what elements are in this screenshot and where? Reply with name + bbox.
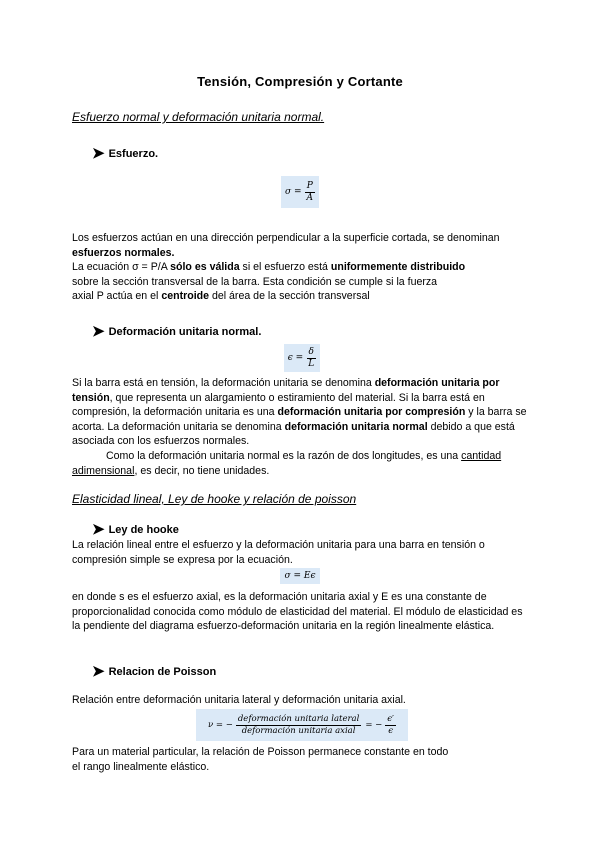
formula-numerator: δ [308,346,314,357]
arrow-bullet-icon: ➤ [92,663,105,680]
section-heading-elasticidad: Elasticidad lineal, Ley de hooke y relación de poisson [72,492,357,506]
formula-stress [281,176,319,208]
text-underlined: cantidad adimensional [72,449,502,477]
text-bold: centroide [161,290,210,303]
subheading-label: Deformación unitaria normal. [108,325,262,338]
paragraph-deformacion [72,376,532,478]
formula-denominator: L [308,358,315,369]
formula-fraction [305,181,316,204]
subheading-deformacion [92,324,261,339]
formula-fraction [306,347,316,370]
text-bold: esfuerzos normales. [72,246,175,259]
formula-numerator: ϵ′ [387,713,394,724]
text-run: sobre la sección transversal de la barra. Esta condición se cumple si la fuerza [72,275,438,288]
text-run: del área de la sección transversal [209,290,370,303]
text-run: Como la deformación unitaria normal es la razón de dos longitudes, es una [106,449,462,462]
paragraph-poisson-constante: Para un material particular, la relación de Poisson permanece constante en todo el rango linealmente elástico. [72,746,449,773]
formula-strain [284,344,320,372]
formula-denominator: ϵ [388,725,394,736]
arrow-bullet-icon: ➤ [92,323,105,340]
paragraph-poisson-def: Relación entre deformación unitaria lateral y deformación unitaria axial. [72,694,406,706]
paragraph-hooke: La relación lineal entre el esfuerzo y la deformación unitaria para una barra en tensión o compresión simple se expresa por la ecuación. [72,539,485,566]
text-run: , que representa un alargamiento o estiramiento del material. Si la barra está en compresión, la deformación unitaria es una [72,391,485,419]
text-run: , es decir, no tiene unidades. [134,464,270,477]
text-bold: deformación unitaria normal [284,420,428,433]
text-run: debido a que está asociada con los esfuerzos normales. [72,420,515,448]
text-bold: uniformemente distribuido [330,261,466,274]
page-title: Tensión, Compresión y Cortante [197,74,403,89]
formula-poisson [196,709,408,741]
formula-numerator: deformación unitaria lateral [237,713,360,724]
formula-lhs: ϵ = [287,353,304,363]
paragraph-esfuerzos [72,231,532,304]
subheading-hooke [92,522,179,537]
text-bold: deformación unitaria por tensión [72,377,500,404]
arrow-bullet-icon: ➤ [92,145,105,162]
formula-lhs: σ = [284,187,302,197]
formula-fraction [236,714,361,737]
formula-hooke: σ = Eϵ [280,568,320,584]
text-run: Los esfuerzos actúan en una dirección perpendicular a la superficie cortada, se denominan [72,232,500,244]
text-run: axial P actúa en el [72,290,162,303]
section-heading-esfuerzo-normal: Esfuerzo normal y deformación unitaria normal. [72,110,325,124]
text-run: y la barra se acorta. La deformación unitaria se denomina [72,406,527,433]
arrow-bullet-icon: ➤ [92,521,105,538]
formula-denominator: deformación unitaria axial [241,725,356,736]
formula-mid: = − [365,720,383,730]
text-run: si el esfuerzo está [239,261,331,274]
formula-numerator: P [306,180,313,191]
paragraph-modulo: en donde s es el esfuerzo axial, es la deformación unitaria axial y E es una constante de proporcionalidad conocida como módulo de elasticidad del material. El módulo de elasticidad es la pendiente del diagrama esfuerzo-deformación unitaria en la región linealmente elástica. [72,591,523,633]
subheading-label: Ley de hooke [108,523,179,536]
subheading-esfuerzo [92,146,158,161]
formula-lhs: ν = − [208,720,233,730]
text-bold: deformación unitaria por compresión [277,406,466,419]
text-run: Si la barra está en tensión, la deformación unitaria se denomina [72,377,375,389]
formula-denominator: A [306,192,314,203]
text-run: La ecuación σ = P/A [72,261,171,274]
subheading-label: Relacion de Poisson [108,665,217,678]
subheading-label: Esfuerzo. [108,147,159,160]
text-bold: sólo es válida [170,261,240,274]
formula-fraction [385,714,396,737]
subheading-poisson [92,664,216,679]
